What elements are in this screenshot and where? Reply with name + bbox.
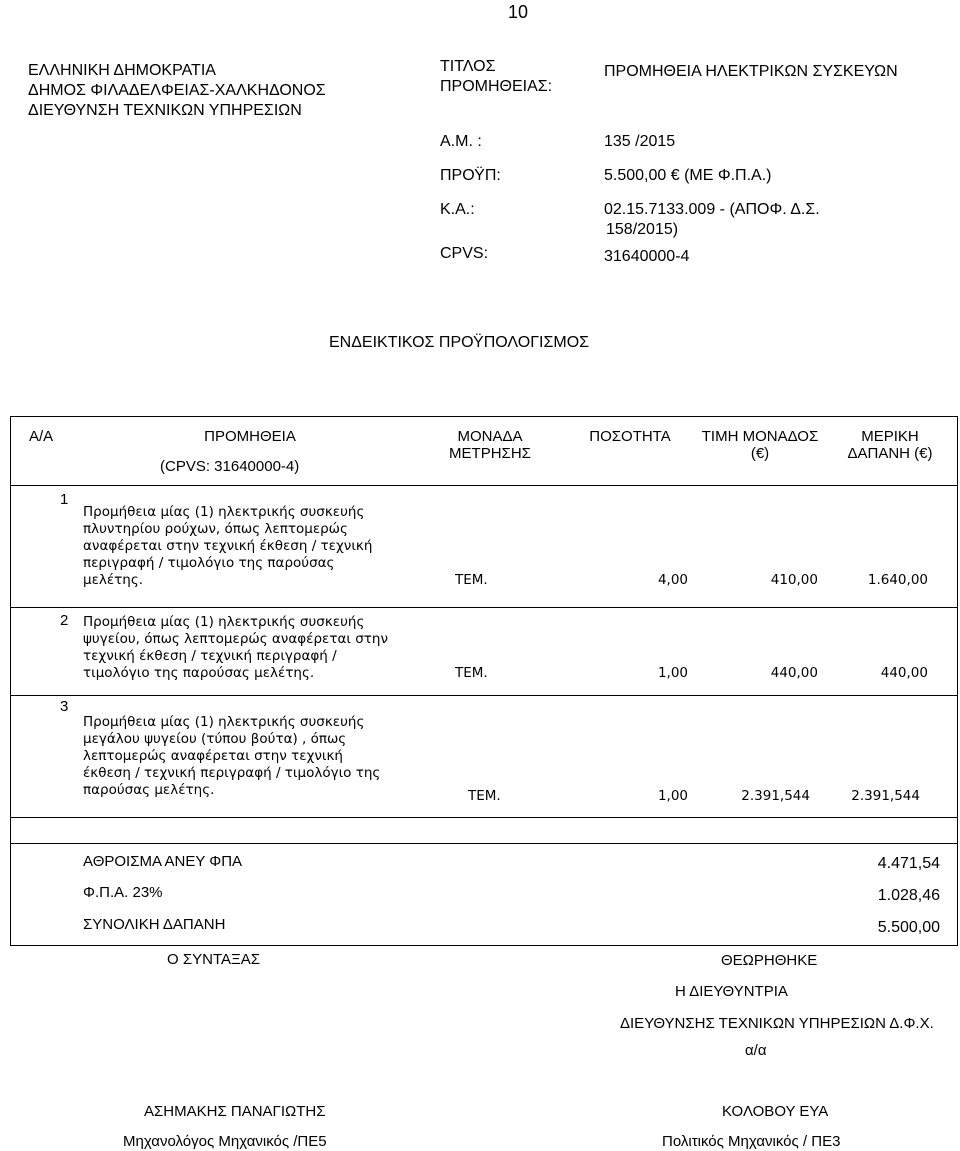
summary-total-value: 5.500,00 [877,919,940,936]
signature-right-sub-1: Η ΔΙΕΥΘΥΝΤΡΙΑ [675,983,788,1000]
row-2-bottom-border [10,695,958,696]
row-3-total: 2.391,544 [851,788,920,804]
header-qty: ΠΟΣΟΤΗΤΑ [589,428,671,445]
cpvs-value: 31640000-4 [604,248,690,265]
header-unit-1: ΜΟΝΑΔΑ [457,428,523,445]
row-1-bottom-border [10,607,958,608]
row-1-description: Προμήθεια μίας (1) ηλεκτρικής συσκευής πλυντηρίου ρούχων, όπως λεπτομερώς αναφέρεται στην τεχνική έκθεση / τεχνική περιγραφή / τιμολόγιο της παρούσας μελέτης. [83,504,373,588]
row-2-aa: 2 [60,612,69,629]
title-label-2: ΠΡΟΜΗΘΕΙΑΣ: [440,78,553,95]
budget-value: 5.500,00 € (ΜΕ Φ.Π.Α.) [604,167,772,184]
row-2-qty: 1,00 [657,665,688,681]
row-1-total: 1.640,00 [867,572,928,588]
header-unit-2: ΜΕΤΡΗΣΗΣ [449,445,531,462]
header-aa: Α/Α [29,428,54,445]
signature-left-name: ΑΣΗΜΑΚΗΣ ΠΑΝΑΓΙΩΤΗΣ [144,1103,326,1120]
row-1-price: 410,00 [770,572,818,588]
table-left-border [10,416,11,945]
row-3-qty: 1,00 [657,788,688,804]
summary-net-label: ΑΘΡΟΙΣΜΑ ΑΝΕΥ ΦΠΑ [83,853,243,870]
authority-line-3: ΔΙΕΥΘΥΝΣΗ ΤΕΧΝΙΚΩΝ ΥΠΗΡΕΣΙΩΝ [28,102,302,119]
row-2-description: Προμήθεια μίας (1) ηλεκτρικής συσκευής ψυγείου, όπως λεπτομερώς αναφέρεται στην τεχνική έκθεση / τεχνική περιγραφή / τιμολόγιο της παρούσας μελέτης. [83,614,388,681]
row-3-aa: 3 [60,698,69,715]
table-header-bottom-border [10,485,958,486]
row-2-unit: ΤΕΜ. [455,665,488,681]
signature-left-title: Ο ΣΥΝΤΑΞΑΣ [167,951,261,968]
row-1-aa: 1 [60,491,69,508]
title-label-1: ΤΙΤΛΟΣ [440,58,496,75]
am-value: 135 /2015 [604,133,676,150]
signature-right-role: Πολιτικός Μηχανικός / ΠΕ3 [662,1133,841,1150]
header-total-2: ΔΑΠΑΝΗ (€) [847,445,933,462]
table-top-border [10,416,958,417]
ka-value-2: 158/2015) [606,221,679,238]
summary-vat-label: Φ.Π.Α. 23% [83,884,163,901]
authority-line-2: ΔΗΜΟΣ ΦΙΛΑΔΕΛΦΕΙΑΣ-ΧΑΛΚΗΔΟΝΟΣ [28,82,326,99]
signature-left-role: Μηχανολόγος Μηχανικός /ΠΕ5 [123,1133,327,1150]
page-number: 10 [508,2,529,22]
ka-label: Κ.Α.: [440,201,475,218]
row-3-description: Προμήθεια μίας (1) ηλεκτρικής συσκευής μεγάλου ψυγείου (τύπου βούτα) , όπως λεπτομερώς αναφέρεται στην τεχνική έκθεση / τεχνική περιγραφή / τιμολόγιο της παρούσας μελέτης. [83,714,381,798]
ka-value-1: 02.15.7133.009 - (ΑΠΟΦ. Δ.Σ. [604,201,820,218]
summary-bottom-border [10,945,958,946]
header-price-1: ΤΙΜΗ ΜΟΝΑΔΟΣ [701,428,819,445]
row-2-price: 440,00 [770,665,818,681]
signature-right-sub-2: ΔΙΕΥΘΥΝΣΗΣ ΤΕΧΝΙΚΩΝ ΥΠΗΡΕΣΙΩΝ Δ.Φ.Χ. [620,1015,934,1032]
summary-vat-value: 1.028,46 [877,887,940,904]
budget-heading: ΕΝΔΕΙΚΤΙΚΟΣ ΠΡΟΫΠΟΛΟΓΙΣΜΟΣ [329,334,590,351]
header-total-1: ΜΕΡΙΚΗ [861,428,919,445]
row-3-bottom-border [10,817,958,818]
header-price-2: (€) [750,445,770,462]
summary-top-border [10,843,958,844]
summary-net-value: 4.471,54 [877,855,940,872]
row-3-unit: ΤΕΜ. [468,788,501,804]
cpvs-label: CPVS: [440,245,489,262]
budget-label: ΠΡΟΫΠ: [440,167,501,184]
row-2-total: 440,00 [880,665,928,681]
row-1-qty: 4,00 [657,572,688,588]
row-3-price: 2.391,544 [741,788,810,804]
signature-right-title: ΘΕΩΡΗΘΗΚΕ [721,952,818,969]
am-label: Α.Μ. : [440,133,482,150]
summary-total-label: ΣΥΝΟΛΙΚΗ ΔΑΠΑΝΗ [83,916,226,933]
header-item-cpvs: (CPVS: 31640000-4) [160,458,300,475]
signature-right-name: ΚΟΛΟΒΟΥ ΕΥΑ [722,1103,829,1120]
row-1-unit: ΤΕΜ. [455,572,488,588]
header-item: ΠΡΟΜΗΘΕΙΑ [204,428,296,445]
authority-line-1: ΕΛΛΗΝΙΚΗ ΔΗΜΟΚΡΑΤΙΑ [28,62,216,79]
table-right-border [957,416,958,945]
signature-right-sub-3: α/α [745,1042,767,1059]
title-value: ΠΡΟΜΗΘΕΙΑ ΗΛΕΚΤΡΙΚΩΝ ΣΥΣΚΕΥΩΝ [604,63,898,80]
